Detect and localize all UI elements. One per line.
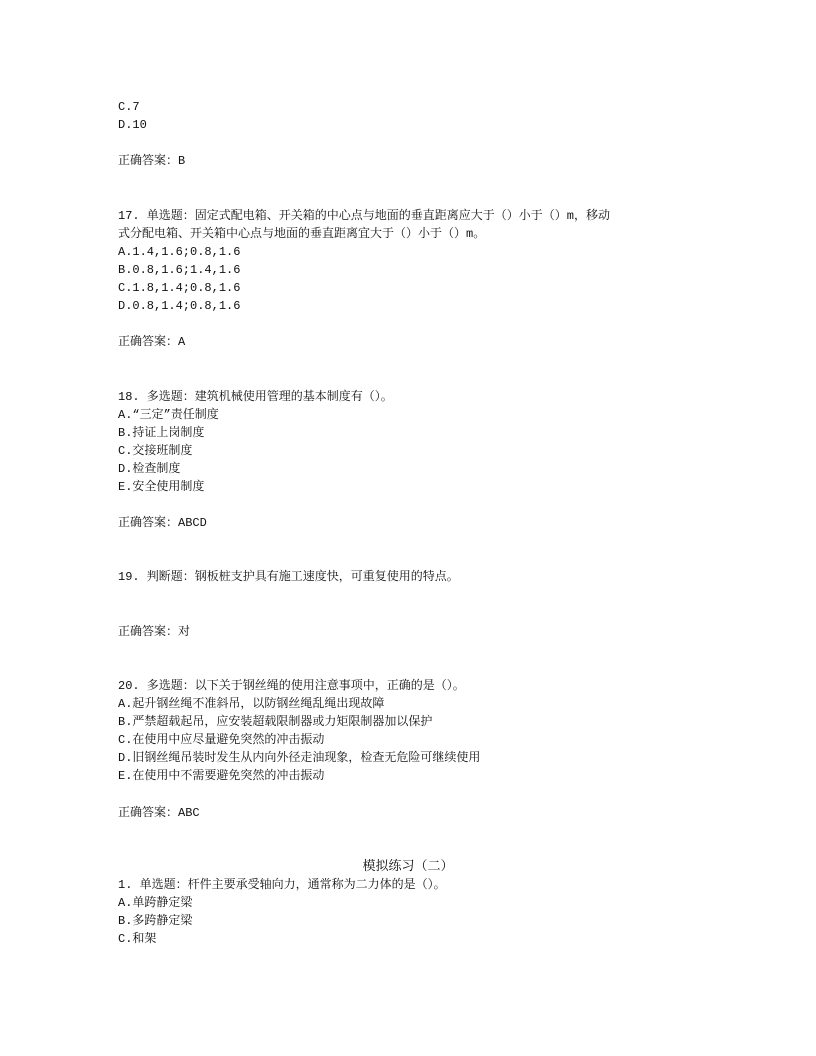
option: B.多跨静定梁 bbox=[118, 914, 193, 929]
question-17 bbox=[118, 207, 698, 352]
answer-line: 正确答案：ABC bbox=[118, 805, 200, 820]
option: A.单跨静定梁 bbox=[118, 896, 193, 911]
option: C.和架 bbox=[118, 932, 157, 947]
question-stem: 19. 判断题：钢板桩支护具有施工速度快，可重复使用的特点。 bbox=[118, 570, 459, 585]
question-stem: 1. 单选题：杆件主要承受轴向力，通常称为二力体的是（）。 bbox=[118, 878, 446, 893]
question-19 bbox=[118, 568, 698, 640]
option: C.1.8,1.4;0.8,1.6 bbox=[118, 280, 241, 295]
question-1 bbox=[118, 876, 698, 948]
question-20 bbox=[118, 677, 698, 822]
question-stem: 式分配电箱、开关箱中心点与地面的垂直距离宜大于（）小于（）m。 bbox=[118, 226, 486, 241]
option: B.0.8,1.6;1.4,1.6 bbox=[118, 262, 241, 277]
question-stem: 20. 多选题：以下关于钢丝绳的使用注意事项中，正确的是（）。 bbox=[118, 679, 465, 693]
answer-line: 正确答案：A bbox=[118, 335, 186, 350]
answer-line: 正确答案：B bbox=[118, 154, 186, 169]
option: B.持证上岗制度 bbox=[118, 425, 205, 440]
prev-question bbox=[118, 98, 698, 170]
question-stem: 18. 多选题：建筑机械使用管理的基本制度有（）。 bbox=[118, 389, 393, 404]
option: A.“三定”责任制度 bbox=[118, 407, 219, 422]
question-stem: 17. 单选题：固定式配电箱、开关箱的中心点与地面的垂直距离应大于（）小于（）m，移动 bbox=[118, 208, 611, 223]
section-title: 模拟练习（二） bbox=[362, 858, 454, 874]
question-18 bbox=[118, 388, 698, 533]
option: D.0.8,1.4;0.8,1.6 bbox=[118, 299, 241, 314]
answer-line: 正确答案：ABCD bbox=[118, 516, 207, 531]
answer-line: 正确答案：对 bbox=[118, 624, 191, 639]
option: C.交接班制度 bbox=[118, 443, 193, 458]
option: C.在使用中应尽量避免突然的冲击振动 bbox=[118, 733, 325, 748]
document-page bbox=[118, 98, 698, 948]
option: D.10 bbox=[118, 118, 147, 133]
option: D.检查制度 bbox=[118, 461, 181, 476]
option: C.7 bbox=[118, 100, 140, 114]
option: A.起升钢丝绳不准斜吊，以防钢丝绳乱绳出现故障 bbox=[118, 697, 385, 712]
option: B.严禁超载起吊，应安装超载限制器或力矩限制器加以保护 bbox=[118, 715, 433, 730]
option: E.在使用中不需要避免突然的冲击振动 bbox=[118, 769, 325, 784]
option: E.安全使用制度 bbox=[118, 479, 205, 494]
option: A.1.4,1.6;0.8,1.6 bbox=[118, 244, 241, 259]
section bbox=[118, 858, 698, 948]
option: D.旧钢丝绳吊装时发生从内向外径走油现象，检查无危险可继续使用 bbox=[118, 751, 481, 766]
